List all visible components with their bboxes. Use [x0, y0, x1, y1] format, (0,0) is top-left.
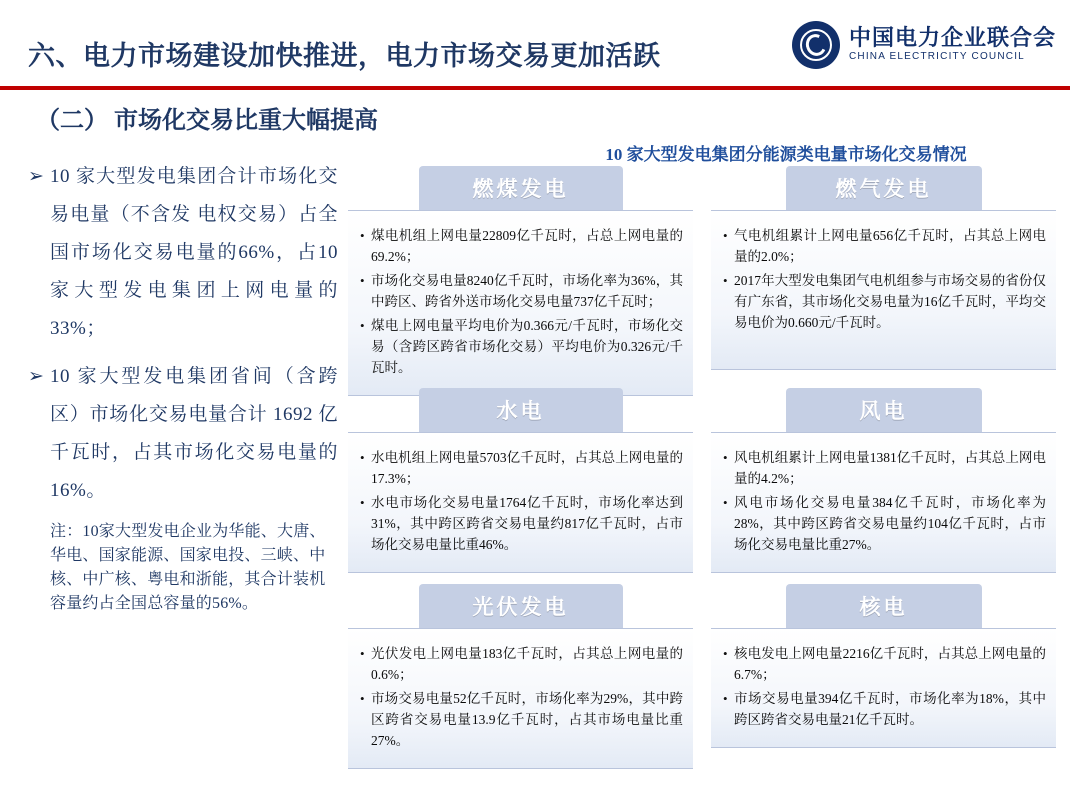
card-title: 风电: [859, 399, 908, 423]
bullet-text: 10 家大型发电集团省间（含跨区）市场化交易电量合计 1692 亿千瓦时，占其市场化交易电量的 16%。: [50, 366, 338, 501]
bullet-dot-icon: •: [360, 450, 365, 465]
bullet-dot-icon: •: [723, 691, 728, 706]
card-header: [419, 166, 623, 210]
list-item-text: 水电市场化交易电量1764亿千瓦时，市场化率达到31%，其中跨区跨省交易电量约817亿千瓦时，占市场化交易电量比重46%。: [371, 495, 683, 552]
card-coal-power: [348, 166, 693, 396]
card-title: 核电: [859, 595, 908, 619]
header-divider: [0, 86, 1070, 90]
list-item-text: 水电机组上网电量5703亿千瓦时，占其总上网电量的17.3%；: [371, 450, 683, 486]
card-header: [786, 388, 982, 432]
bullet-dot-icon: •: [723, 450, 728, 465]
list-item-text: 市场交易电量394亿千瓦时，市场化率为18%，其中跨区跨省交易电量21亿千瓦时。: [734, 691, 1046, 727]
list-item: [360, 225, 683, 267]
card-header: [786, 166, 982, 210]
card-wind-power: [711, 388, 1056, 573]
bullet-marker-icon: ➢: [28, 366, 44, 387]
list-item: [723, 225, 1046, 267]
card-hydro-power: [348, 388, 693, 573]
list-item: [723, 492, 1046, 555]
bullet-dot-icon: •: [723, 273, 728, 288]
footnote-text: 注：10家大型发电企业为华能、大唐、华电、国家能源、国家电投、三峡、中核、中广核、粤电和浙能，其合计装机容量约占全国总容量的56%。: [50, 523, 326, 612]
list-item: [360, 270, 683, 312]
bullet-text: 10 家大型发电集团合计市场化交易电量（不含发 电权交易）占全国市场化交易电量的66%，占10 家大型发电集团上网电量的33%；: [50, 166, 338, 339]
card-nuclear-power: [711, 584, 1056, 748]
list-item: [723, 643, 1046, 685]
slide-header: [0, 0, 1070, 88]
list-item-text: 光伏发电上网电量183亿千瓦时，占其总上网电量的0.6%；: [371, 646, 683, 682]
card-header: [419, 584, 623, 628]
card-body: [348, 210, 693, 396]
page-title: 六、电力市场建设加快推进，电力市场交易更加活跃: [28, 41, 661, 71]
card-body: [711, 432, 1056, 573]
list-item-text: 市场化交易电量8240亿千瓦时，市场化率为36%，其中跨区、跨省外送市场化交易电量737亿千瓦时；: [371, 273, 683, 309]
bullet-dot-icon: •: [360, 495, 365, 510]
card-title: 水电: [496, 399, 545, 423]
list-item: [360, 643, 683, 685]
left-content-column: [28, 158, 338, 616]
list-item-text: 煤电上网电量平均电价为0.366元/千瓦时，市场化交易（含跨区跨省市场化交易）平均电价为0.326元/千瓦时。: [371, 318, 683, 375]
bullet-dot-icon: •: [723, 646, 728, 661]
list-item-text: 气电机组累计上网电量656亿千瓦时，占其总上网电量的2.0%；: [734, 228, 1046, 264]
bullet-marker-icon: ➢: [28, 166, 44, 187]
list-item: [360, 315, 683, 378]
card-body: [711, 210, 1056, 370]
list-item-text: 2017年大型发电集团气电机组参与市场交易的省份仅有广东省，其市场化交易电量为16亿千瓦时，平均交易电价为0.660元/千瓦时。: [734, 273, 1046, 330]
logo-text-cn: 中国电力企业联合会: [848, 24, 1056, 50]
card-title: 光伏发电: [472, 595, 569, 619]
bullet-dot-icon: •: [360, 691, 365, 706]
card-body: [711, 628, 1056, 748]
bullet-item: [28, 158, 338, 348]
chart-panel-title: 10 家大型发电集团分能源类电量市场化交易情况: [605, 145, 967, 164]
card-body: [348, 628, 693, 769]
card-title: 燃煤发电: [472, 177, 569, 201]
bullet-dot-icon: •: [360, 646, 365, 661]
bullet-dot-icon: •: [723, 495, 728, 510]
card-header: [786, 584, 982, 628]
bullet-dot-icon: •: [360, 228, 365, 243]
list-item: [360, 688, 683, 751]
list-item: [360, 447, 683, 489]
section-subtitle: （二） 市场化交易比重大幅提高: [36, 108, 378, 134]
list-item-text: 风电机组累计上网电量1381亿千瓦时，占其总上网电量的4.2%；: [734, 450, 1046, 486]
bullet-dot-icon: •: [360, 318, 365, 333]
list-item: [723, 688, 1046, 730]
organization-logo: [793, 22, 1056, 68]
energy-cards-grid: [348, 166, 1056, 786]
list-item: [723, 447, 1046, 489]
list-item-text: 煤电机组上网电量22809亿千瓦时，占总上网电量的69.2%；: [371, 228, 683, 264]
logo-text-en: CHINA ELECTRICITY COUNCIL: [848, 51, 1025, 63]
list-item: [360, 492, 683, 555]
list-item-text: 市场交易电量52亿千瓦时，市场化率为29%，其中跨区跨省交易电量13.9亿千瓦时，占其市场电量比重27%。: [371, 691, 683, 748]
list-item-text: 核电发电上网电量2216亿千瓦时，占其总上网电量的6.7%；: [734, 646, 1046, 682]
bullet-dot-icon: •: [723, 228, 728, 243]
card-solar-power: [348, 584, 693, 769]
bullet-item: [28, 358, 338, 510]
card-body: [348, 432, 693, 573]
list-item-text: 风电市场化交易电量384亿千瓦时，市场化率为28%，其中跨区跨省交易电量约104亿千瓦时，占市场化交易电量比重27%。: [734, 495, 1046, 552]
list-item: [723, 270, 1046, 333]
card-gas-power: [711, 166, 1056, 370]
cec-logo-icon: [793, 22, 839, 68]
bullet-dot-icon: •: [360, 273, 365, 288]
card-header: [419, 388, 623, 432]
card-title: 燃气发电: [835, 177, 932, 201]
